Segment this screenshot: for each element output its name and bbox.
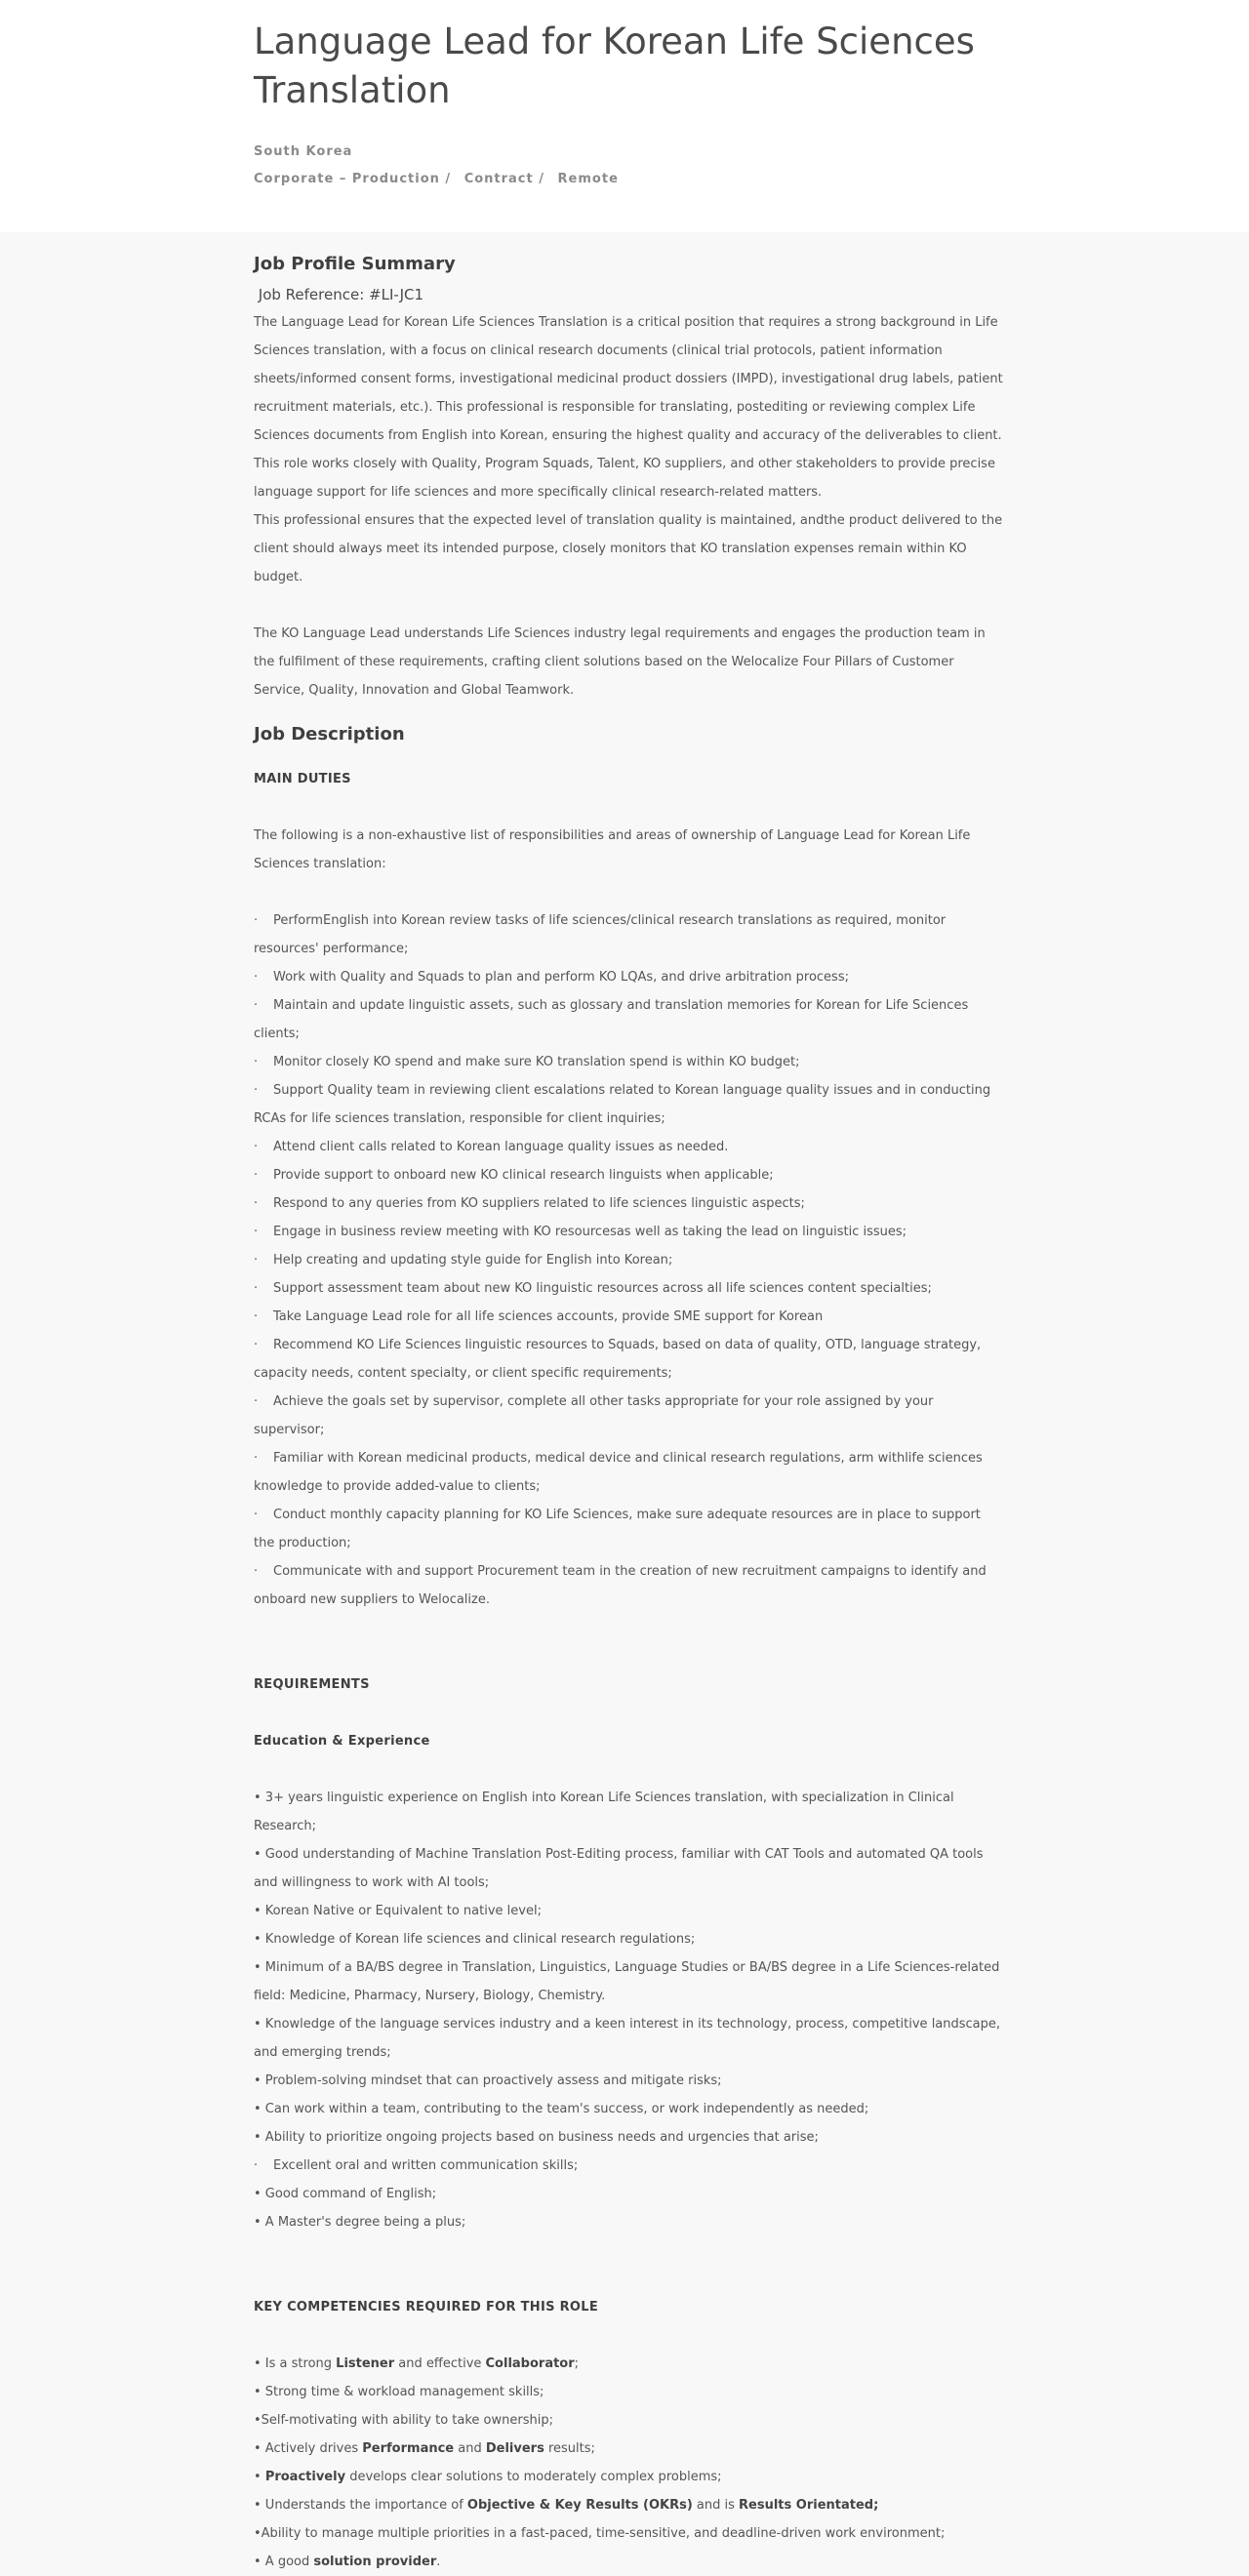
duty-item bbox=[254, 906, 1005, 963]
competencies-list bbox=[254, 2350, 1005, 2576]
job-header bbox=[0, 0, 1249, 232]
duty-item bbox=[254, 1048, 1005, 1076]
duty-text: Engage in business review meeting with KO resourcesas well as taking the lead on linguistic issues; bbox=[273, 1225, 907, 1239]
duty-bullet: · bbox=[254, 1451, 259, 1466]
duty-text: Work with Quality and Squads to plan and perform KO LQAs, and drive arbitration process; bbox=[273, 970, 849, 985]
list-item: • Actively drives Performance and Delivers results; bbox=[254, 2441, 595, 2456]
requirements-heading: REQUIREMENTS bbox=[254, 1677, 370, 1692]
list-item: • A Master's degree being a plus; bbox=[254, 2215, 466, 2230]
duty-item bbox=[254, 1189, 1005, 1218]
description-heading: Job Description bbox=[254, 724, 405, 745]
duty-bullet: · bbox=[254, 1309, 259, 1324]
list-item bbox=[254, 2152, 1005, 2180]
duty-item bbox=[254, 1218, 1005, 1246]
duty-text: Provide support to onboard new KO clinical research linguists when applicable; bbox=[273, 1168, 774, 1183]
list-item: •Ability to manage multiple priorities in a fast-paced, time-sensitive, and deadline-driven work environment; bbox=[254, 2526, 946, 2541]
list-item: • Proactively develops clear solutions to moderately complex problems; bbox=[254, 2470, 722, 2484]
duty-item bbox=[254, 1501, 1005, 1557]
list-item: • Problem-solving mindset that can proactively assess and mitigate risks; bbox=[254, 2073, 722, 2088]
duty-item bbox=[254, 1388, 1005, 1444]
duty-bullet: · bbox=[254, 1508, 259, 1522]
duty-item bbox=[254, 1076, 1005, 1133]
duty-bullet: · bbox=[254, 1083, 259, 1098]
list-item: • Knowledge of Korean life sciences and clinical research regulations; bbox=[254, 1932, 696, 1947]
duties-intro: The following is a non-exhaustive list of responsibilities and areas of ownership of Language Lead for Korean Life Sciences translation: bbox=[254, 828, 971, 871]
duty-text: Achieve the goals set by supervisor, complete all other tasks appropriate for your role assigned by your supervisor; bbox=[254, 1394, 934, 1437]
duty-bullet: · bbox=[254, 1225, 259, 1239]
list-item: • Good understanding of Machine Translation Post-Editing process, familiar with CAT Tools and automated QA tools and willingness to work with AI tools; bbox=[254, 1847, 984, 1890]
duty-text: Take Language Lead role for all life sciences accounts, provide SME support for Korean bbox=[273, 1309, 824, 1324]
duty-text: Familiar with Korean medicinal products, medical device and clinical research regulations, arm withlife sciences knowledge to provide added-value to clients; bbox=[254, 1451, 983, 1494]
duty-bullet: · bbox=[254, 1168, 259, 1183]
list-item: • Ability to prioritize ongoing projects based on business needs and urgencies that arise; bbox=[254, 2130, 819, 2145]
duty-bullet: · bbox=[254, 1564, 259, 1579]
job-tags bbox=[254, 166, 1005, 193]
duty-item bbox=[254, 1331, 1005, 1388]
duty-item bbox=[254, 963, 1005, 991]
duty-bullet: · bbox=[254, 1196, 259, 1211]
list-item: • Minimum of a BA/BS degree in Translation, Linguistics, Language Studies or BA/BS degree in a Life Sciences-related field: Medicine, Pharmacy, Nursery, Biology, Chemistry. bbox=[254, 1960, 1000, 2003]
duty-text: Maintain and update linguistic assets, such as glossary and translation memories for Korean for Life Sciences clients; bbox=[254, 998, 969, 1041]
duty-text: Help creating and updating style guide for English into Korean; bbox=[273, 1253, 673, 1268]
summary-paragraph: The Language Lead for Korean Life Sciences Translation is a critical position that requires a strong background in Life Sciences translation, with a focus on clinical research documents (clinical trial protocols, patient information sheets/informed consent forms, investigational medicinal product dossiers (IMPD), investigational drug labels, patient recruitment materials, etc.). This professional is responsible for translating, postediting or reviewing complex Life Sciences documents from English into Korean, ensuring the highest quality and accuracy of the deliverables to client. This role works closely with Quality, Program Squads, Talent, KO suppliers, and other stakeholders to provide precise language support for life sciences and more specifically clinical research-related matters. bbox=[254, 315, 1003, 500]
duty-bullet: · bbox=[254, 998, 259, 1013]
list-item-text: Excellent oral and written communication skills; bbox=[273, 2158, 579, 2173]
duty-bullet: · bbox=[254, 1140, 259, 1154]
list-item: • Korean Native or Equivalent to native level; bbox=[254, 1904, 542, 1918]
duty-text: Support Quality team in reviewing client escalations related to Korean language quality issues and in conducting RCAs for life sciences translation, responsible for client inquiries; bbox=[254, 1083, 991, 1126]
list-item: • Understands the importance of Objective & Key Results (OKRs) and is Results Orientated; bbox=[254, 2498, 879, 2513]
duties-list bbox=[254, 906, 1005, 1614]
duty-bullet: · bbox=[254, 1338, 259, 1352]
duties-heading: MAIN DUTIES bbox=[254, 772, 351, 786]
duty-bullet: · bbox=[254, 1253, 259, 1268]
job-location: South Korea bbox=[254, 144, 353, 159]
duty-bullet: · bbox=[254, 1281, 259, 1296]
job-tag-remote: Remote bbox=[557, 172, 619, 186]
duty-item bbox=[254, 1557, 1005, 1614]
duty-bullet: · bbox=[254, 913, 259, 928]
summary-paragraph: The KO Language Lead understands Life Sciences industry legal requirements and engages the production team in the fulfilment of these requirements, crafting client solutions based on the Welocalize Four Pillars of Customer Service, Quality, Innovation and Global Teamwork. bbox=[254, 626, 986, 698]
duty-text: Attend client calls related to Korean language quality issues as needed. bbox=[273, 1140, 729, 1154]
duty-bullet: · bbox=[254, 1394, 259, 1409]
list-item: • A good solution provider. bbox=[254, 2555, 441, 2569]
list-item: • Knowledge of the language services industry and a keen interest in its technology, process, competitive landscape, and emerging trends; bbox=[254, 2017, 1001, 2060]
duty-text: Respond to any queries from KO suppliers related to life sciences linguistic aspects; bbox=[273, 1196, 805, 1211]
list-item: • Is a strong Listener and effective Collaborator; bbox=[254, 2356, 580, 2371]
duty-bullet: · bbox=[254, 1055, 259, 1069]
duty-item bbox=[254, 1133, 1005, 1161]
duty-text: Communicate with and support Procurement team in the creation of new recruitment campaigns to identify and onboard new suppliers to Welocalize. bbox=[254, 1564, 987, 1607]
requirements-subheading: Education & Experience bbox=[254, 1734, 430, 1749]
duty-text: Conduct monthly capacity planning for KO Life Sciences, make sure adequate resources are in place to support the production; bbox=[254, 1508, 981, 1550]
duty-item bbox=[254, 1161, 1005, 1189]
duty-text: Recommend KO Life Sciences linguistic resources to Squads, based on data of quality, OTD, language strategy, capacity needs, content specialty, or client specific requirements; bbox=[254, 1338, 982, 1381]
summary-heading: Job Profile Summary bbox=[254, 254, 456, 274]
duty-item bbox=[254, 1246, 1005, 1274]
job-tag-department: Corporate – Production / bbox=[254, 172, 452, 186]
list-item: • Good command of English; bbox=[254, 2187, 437, 2201]
list-item: •Self-motivating with ability to take ownership; bbox=[254, 2413, 553, 2428]
duty-bullet: · bbox=[254, 970, 259, 985]
requirements-list bbox=[254, 1784, 1005, 2236]
duty-item bbox=[254, 1274, 1005, 1303]
list-item: • Can work within a team, contributing to the team's success, or work independently as needed; bbox=[254, 2102, 869, 2116]
duty-item bbox=[254, 1444, 1005, 1501]
duty-item bbox=[254, 1303, 1005, 1331]
job-title: Language Lead for Korean Life Sciences Translation bbox=[254, 20, 975, 111]
job-reference bbox=[254, 281, 1005, 308]
list-item: • 3+ years linguistic experience on English into Korean Life Sciences translation, with specialization in Clinical Research; bbox=[254, 1791, 954, 1833]
summary-paragraph: This professional ensures that the expected level of translation quality is maintained, andthe product delivered to the client should always meet its intended purpose, closely monitors that KO translation expenses remain within KO budget. bbox=[254, 513, 1003, 584]
duty-text: Support assessment team about new KO linguistic resources across all life sciences content specialties; bbox=[273, 1281, 932, 1296]
job-reference-text: Job Reference: #LI-JC1 bbox=[258, 286, 424, 303]
job-body bbox=[0, 232, 1249, 2576]
job-meta bbox=[254, 139, 1005, 193]
duty-text: PerformEnglish into Korean review tasks of life sciences/clinical research translations as required, monitor resources' performance; bbox=[254, 913, 947, 956]
job-tag-contract: Contract / bbox=[463, 172, 545, 186]
duty-item bbox=[254, 991, 1005, 1048]
competencies-heading: KEY COMPETENCIES REQUIRED FOR THIS ROLE bbox=[254, 2300, 599, 2314]
list-item: • Strong time & workload management skills; bbox=[254, 2385, 544, 2399]
duty-text: Monitor closely KO spend and make sure KO translation spend is within KO budget; bbox=[273, 1055, 800, 1069]
list-bullet: · bbox=[254, 2158, 259, 2173]
